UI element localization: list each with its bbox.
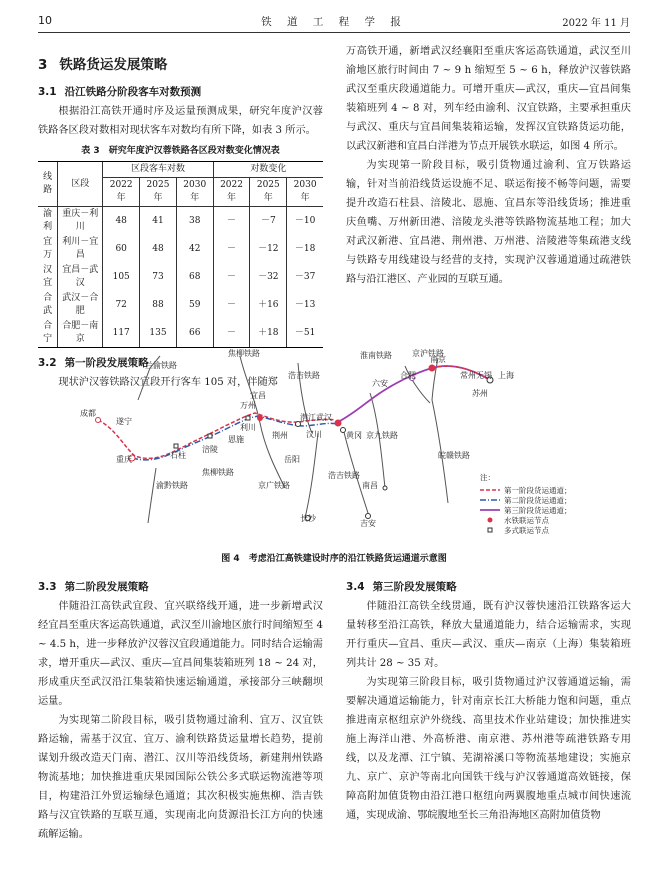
subsection-title: 第一阶段发展策略 [64,357,149,369]
running-head [38,14,630,33]
rail-line-label: 皖赣铁路 [438,451,470,460]
city-label: 无锡 [476,371,492,380]
multimodal-node-icon [246,416,250,420]
city-label: 南京 [430,355,446,364]
table-cell-value: － [213,207,250,236]
city-node [383,486,387,490]
data-table [38,161,323,348]
paragraph: 伴随沿江高铁全线贯通，既有沪汉蓉快速沿江铁路客运大量转移至沿江高铁，释放大量通道能力，结合运输需求，实现开行重庆—宜昌、重庆—武汉、重庆—南京（上海）集装箱班列共计 28 ~ 35 对。 [346,601,631,669]
journal-name: 铁 道 工 程 学 报 [261,16,407,28]
city-label: 合肥 [400,371,416,380]
city-node [296,422,301,427]
paragraph: 为实现第一阶段目标，吸引货物通过渝利、宜万铁路运输，针对当前沿线货运设施不足、联运衔接不畅等问题，需要提升改造石柱县、涪陵北、恩施、宜昌东等沿线货场；推进重庆鱼嘴、万州新田港、涪陵龙头港等铁路物流基地工程；加大对武汉新港、宜昌港、荆州港、万州港、涪陵港等集疏港支线与铁路专用线建设与经营的支持，实现沪汉蓉通道通过疏港铁路与沿江港区、产业园的互联互通。 [346,160,631,285]
legend-label: 第二阶段货运通道； [504,496,572,505]
table-cell-value: －7 [250,207,287,236]
rail-line-label: 京广铁路 [258,481,290,490]
table-header-group-change: 对数变化 [213,162,323,178]
subsection-number: 3.3 [38,581,57,593]
city-label: 岳阳 [284,455,300,464]
table-header-year: 2030 年 [287,178,323,207]
table-cell-value: －37 [287,263,323,291]
table-cell-value: －13 [287,291,323,319]
rail-line-label: 京沪铁路 [412,349,444,358]
city-label: 恩施 [228,435,244,444]
table-cell-value: － [213,319,250,348]
table-cell-value: 38 [176,207,213,236]
city-label: 遂宁 [116,417,132,426]
table-cell-value: － [213,235,250,263]
rail-line-label: 京九铁路 [366,431,398,440]
table-cell-value: ＋18 [250,319,287,348]
table-cell-section: 武汉－合肥 [58,291,103,319]
table-cell-line: 汉宜 [43,265,53,288]
city-label: 南昌 [362,481,378,490]
city-label: 成都 [80,409,96,418]
subsection-heading [38,83,323,102]
table-cell-value: 48 [140,235,177,263]
table-cell-value: ＋16 [250,291,287,319]
table-row [38,263,323,291]
table-cell-value: 73 [140,263,177,291]
table-header-group-count: 区段客车对数 [103,162,213,178]
table-cell-line: 渝利 [43,209,53,232]
city-label: 利川 [240,423,256,432]
city-label: 上海 [498,371,514,380]
right-column-bottom [346,578,631,825]
city-node [96,418,101,423]
railway-map-figure [60,338,620,543]
water-rail-node-icon [257,415,263,421]
subsection-heading [346,578,631,597]
subsection-heading [38,578,323,597]
city-label: 宜昌 [250,391,266,400]
legend-label: 多式联运节点 [504,526,549,535]
rail-line-label: 焦柳铁路 [202,468,234,477]
table-cell-value: 68 [176,263,213,291]
left-column-bottom [38,578,323,844]
multimodal-node-icon [174,444,178,448]
legend-swatch-multimodal [488,528,492,532]
city-label: 重庆 [116,455,132,464]
city-label: 武汉 [316,413,332,422]
rail-line-label: 浩吉铁路 [328,471,360,480]
table-cell-value: － [213,263,250,291]
paragraph: 伴随沿江高铁武宜段、宜兴联络线开通，进一步新增武汉经宜昌至重庆客运高铁通道，武汉至川渝地区旅行时间缩短至 4 ~ 4.5 h，进一步释放沪汉蓉汉宜段通道能力。同时结合运输需求，增开重庆—武汉、重庆—宜昌间集装箱班列 18 ~ 24 对，形成重庆至武汉沿江集装箱快速运输通道，承接部分三峡翻坝运量。 [38,601,323,707]
table-cell-value: －10 [287,207,323,236]
table-cell-value: － [213,291,250,319]
city-node [341,428,346,433]
city-label: 万州 [240,401,256,410]
table-cell-value: －51 [287,319,323,348]
legend-swatch-water-rail [488,518,493,523]
table-cell-value: 117 [103,319,140,348]
table-header-year: 2022 年 [213,178,250,207]
table-cell-value: 105 [103,263,140,291]
right-column-top [346,42,631,289]
table-cell-value: －18 [287,235,323,263]
rail-line-label: 淮南铁路 [360,351,392,360]
section-heading [38,56,323,75]
table-cell-line: 合宁 [38,319,58,348]
table-cell-value: 60 [103,235,140,263]
subsection-title: 第三阶段发展策略 [372,581,457,593]
table-header-year: 2025 年 [140,178,177,207]
table-cell-value: 88 [140,291,177,319]
city-label: 吉安 [360,519,376,528]
multimodal-node-icon [208,434,212,438]
rail-line [370,393,385,488]
city-label: 荆州 [272,431,288,440]
rail-line-label: 渝黔铁路 [156,481,188,490]
paragraph: 现状沪汉蓉铁路汉宜段开行客车 105 对，伴随郑 [58,377,278,388]
legend-label: 第三阶段货运通道； [504,506,572,515]
table-cell-section: 宜昌－武汉 [58,263,103,291]
subsection-number: 3.2 [38,357,57,369]
table-row [38,291,323,319]
table-caption: 表 3 研究年度沪汉蓉铁路各区段对数变化情况表 [81,146,280,156]
table-header-line: 线路 [38,162,58,207]
city-label: 潜江 [300,413,316,422]
page-number: 10 [38,14,52,27]
table-cell-value: 135 [140,319,177,348]
table-cell-value: 48 [103,207,140,236]
table-header-section: 区段 [58,162,103,207]
rail-line-label: 兰渝铁路 [145,361,177,370]
water-rail-node-icon [335,420,342,427]
rail-line [148,468,156,523]
city-label: 汉川 [306,430,322,439]
table-cell-value: 41 [140,207,177,236]
city-label: 苏州 [472,389,488,398]
table-row [38,207,323,236]
city-label: 黄冈 [346,431,362,440]
rail-line-label: 浩吉铁路 [288,371,320,380]
paragraph: 为实现第三阶段目标，吸引货物通过沪汉蓉通道运输，需要解决通道运输能力，针对南京长江大桥能力饱和问题，重点推进南京枢纽京沪外绕线、高里技术作业站建设；加快推进实施上海洋山港、外高桥港、南京港、苏州港等疏港铁路专用线，以及龙潭、江宁镇、芜湖裕溪口等物流基地建设；实施京九、京广、京沪等南北向国铁干线与沪汉蓉通道高效链接，保障高附加值货物由沿江港口枢纽向两翼腹地重点城市间快速流通，实现成渝、鄂皖腹地至长三角沿海地区高附加值货物 [346,677,631,821]
subsection-title: 沿江铁路分阶段客车对数预测 [64,86,202,98]
subsection-number: 3.1 [38,86,57,98]
rail-line [305,433,318,518]
table-row [38,235,323,263]
table-cell-section: 合肥－南京 [58,319,103,348]
section-title: 铁路货运发展策略 [59,57,168,73]
city-label: 长沙 [300,514,316,523]
city-node [366,514,371,519]
table-header-year: 2030 年 [176,178,213,207]
table-cell-value: －32 [250,263,287,291]
paragraph: 万高铁开通，新增武汉经襄阳至重庆客运高铁通道，武汉至川渝地区旅行时间由 7 ~ 9 h 缩短至 5 ~ 6 h，释放沪汉蓉铁路武汉至重庆段通道能力。可增开重庆—武汉，重庆—宜昌间集装箱班列 4 ~ 8 对，列车经由渝利、汉宜铁路，主要承担重庆与武汉、重庆与宜昌间集装箱运输，发挥汉宜铁路货运功能，以武汉新港和宜昌白洋港为节点开展铁水联运，如图 4 所示。 [346,46,631,152]
figure-caption: 图 4 考虑沿江高铁建设时序的沿江铁路货运通道示意图 [221,554,447,564]
rail-line-label: 焦柳铁路 [228,349,260,358]
table-cell-section: 利川－宜昌 [58,235,103,263]
city-label: 六安 [372,379,388,388]
map-legend [480,472,572,535]
legend-label: 水铁联运节点 [504,516,549,525]
legend-label: 第一阶段货运通道； [504,486,572,495]
rail-line [432,358,438,400]
table-header-year: 2025 年 [250,178,287,207]
city-label: 涪陵 [202,445,218,454]
water-rail-node-icon [429,365,436,372]
table-cell-value: 72 [103,291,140,319]
table-cell-value: －12 [250,235,287,263]
paragraph: 为实现第二阶段目标，吸引货物通过渝利、宜万、汉宜铁路运输，需基于汉宜、宜万、渝利铁路货运量增长趋势，提前谋划升级改造天门南、潜江、汉川等沿线货场，新建荆州铁路物流基地；加快推进重庆果园国际公铁公多式联运物流港等项目，构建沿江外贸运输绿色通道；其次积极实施焦柳、浩吉铁路与汉宜铁路的互联互通，实现南北向货源沿长江方向的快速疏解运输。 [38,715,323,840]
table-cell-line: 合武 [43,293,53,316]
table-cell-value: 42 [176,235,213,263]
city-label: 石柱 [170,451,186,460]
table-cell-value: 66 [176,319,213,348]
table-header-year: 2022 年 [103,178,140,207]
paragraph: 根据沿江高铁开通时序及运量预测成果，研究年度沪汉蓉铁路各区段对数相对现状客车对数均有所下降，如表 3 所示。 [38,106,323,136]
section-number: 3 [38,57,48,73]
legend-title: 注： [480,473,495,482]
table-cell-section: 重庆－利川 [58,207,103,236]
issue-date: 2022 年 11 月 [562,18,630,29]
table-cell-line: 宜万 [43,237,53,260]
table-cell-value: 59 [176,291,213,319]
subsection-title: 第二阶段发展策略 [64,581,149,593]
subsection-number: 3.4 [346,581,365,593]
city-label: 常州 [460,371,476,380]
